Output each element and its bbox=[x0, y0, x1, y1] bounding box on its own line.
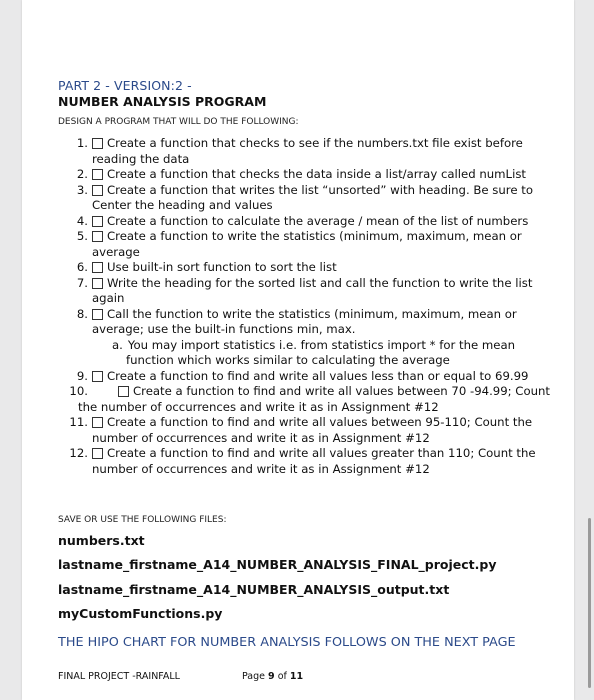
item-number: 4. bbox=[76, 213, 88, 228]
item-text: Create a function that writes the list “unsorted” with heading. Be sure to Center the heading and values bbox=[92, 182, 533, 212]
item-text: Write the heading for the sorted list and call the function to write the list again bbox=[92, 275, 533, 305]
checkbox[interactable] bbox=[92, 231, 103, 242]
page-current: 9 bbox=[268, 671, 275, 682]
page-total: 11 bbox=[289, 671, 304, 682]
list-item bbox=[22, 260, 574, 276]
item-text: You may import statistics i.e. from statistics import * for the mean function which works similar to calculating the average bbox=[126, 337, 516, 367]
checkbox[interactable] bbox=[92, 448, 103, 459]
item-number: 11. bbox=[69, 415, 88, 429]
item-number: 10. bbox=[69, 384, 88, 398]
footer-page-number bbox=[242, 671, 303, 682]
list-item bbox=[22, 214, 574, 230]
item-number: 2. bbox=[76, 167, 88, 181]
item-text: Use built-in sort function to sort the list bbox=[107, 260, 337, 274]
list-item bbox=[22, 369, 574, 385]
page-prefix: Page bbox=[242, 671, 265, 682]
item-text: Create a function to find and write all values between 95-110; Count the number of occurrences and write it as in Assignment #12 bbox=[92, 415, 533, 445]
requirements-list bbox=[22, 136, 574, 477]
item-number: 5. bbox=[76, 229, 88, 243]
part-title: PART 2 - VERSION:2 - bbox=[58, 78, 192, 93]
design-instruction: DESIGN A PROGRAM THAT WILL DO THE FOLLOWING: bbox=[58, 117, 299, 127]
checkbox[interactable] bbox=[92, 185, 103, 196]
checkbox[interactable] bbox=[92, 278, 103, 289]
item-text: Create a function that checks to see if the numbers.txt file exist before reading the data bbox=[92, 136, 523, 166]
list-item bbox=[22, 384, 574, 415]
checkbox[interactable] bbox=[92, 417, 103, 428]
list-item bbox=[22, 167, 574, 183]
item-text: Call the function to write the statistics (minimum, maximum, mean or average; use the built-in functions min, max. bbox=[92, 306, 517, 336]
file-output-txt: lastname_firstname_A14_NUMBER_ANALYSIS_output.txt bbox=[58, 582, 450, 597]
list-subitem bbox=[22, 338, 574, 369]
file-final-project-py: lastname_firstname_A14_NUMBER_ANALYSIS_FINAL_project.py bbox=[58, 557, 497, 572]
checkbox[interactable] bbox=[92, 262, 103, 273]
item-number: 8. bbox=[76, 306, 88, 321]
item-text: Create a function that checks the data inside a list/array called numList bbox=[107, 167, 526, 181]
item-text: Create a function to find and write all values less than or equal to 69.99 bbox=[107, 368, 529, 383]
program-title: NUMBER ANALYSIS PROGRAM bbox=[58, 94, 267, 109]
item-text: Create a function to calculate the average / mean of the list of numbers bbox=[107, 213, 529, 228]
item-number: 1. bbox=[76, 136, 88, 150]
checkbox[interactable] bbox=[118, 386, 129, 397]
list-item bbox=[22, 229, 574, 260]
item-text: Create a function to write the statistics (minimum, maximum, mean or average bbox=[92, 229, 522, 259]
document-page bbox=[22, 0, 574, 700]
checkbox[interactable] bbox=[92, 371, 103, 382]
item-text: Create a function to find and write all values greater than 110; Count the number of occurrences and write it as in Assignment #12 bbox=[92, 446, 536, 476]
file-custom-functions-py: myCustomFunctions.py bbox=[58, 606, 223, 621]
item-text: Create a function to find and write all values between 70 -94.99; Count the number of occurrences and write it as in Assignment #12 bbox=[78, 384, 551, 414]
checkbox[interactable] bbox=[92, 216, 103, 227]
files-heading: SAVE OR USE THE FOLLOWING FILES: bbox=[58, 515, 227, 525]
list-item bbox=[22, 136, 574, 167]
item-number: 12. bbox=[69, 446, 88, 460]
item-number: 9. bbox=[76, 368, 88, 383]
footer-project: FINAL PROJECT -RAINFALL bbox=[58, 671, 180, 682]
page-of: of bbox=[277, 671, 287, 682]
list-item bbox=[22, 276, 574, 307]
file-numbers-txt: numbers.txt bbox=[58, 533, 145, 548]
scrollbar-thumb[interactable] bbox=[588, 518, 591, 688]
item-number: 3. bbox=[76, 182, 88, 197]
list-item bbox=[22, 446, 574, 477]
item-number: a. bbox=[112, 337, 123, 352]
checkbox[interactable] bbox=[92, 169, 103, 180]
list-item bbox=[22, 183, 574, 214]
item-number: 6. bbox=[76, 260, 88, 274]
hipo-note: THE HIPO CHART FOR NUMBER ANALYSIS FOLLOWS ON THE NEXT PAGE bbox=[58, 635, 516, 650]
list-item bbox=[22, 307, 574, 338]
checkbox[interactable] bbox=[92, 309, 103, 320]
checkbox[interactable] bbox=[92, 138, 103, 149]
item-number: 7. bbox=[76, 275, 88, 290]
list-item bbox=[22, 415, 574, 446]
